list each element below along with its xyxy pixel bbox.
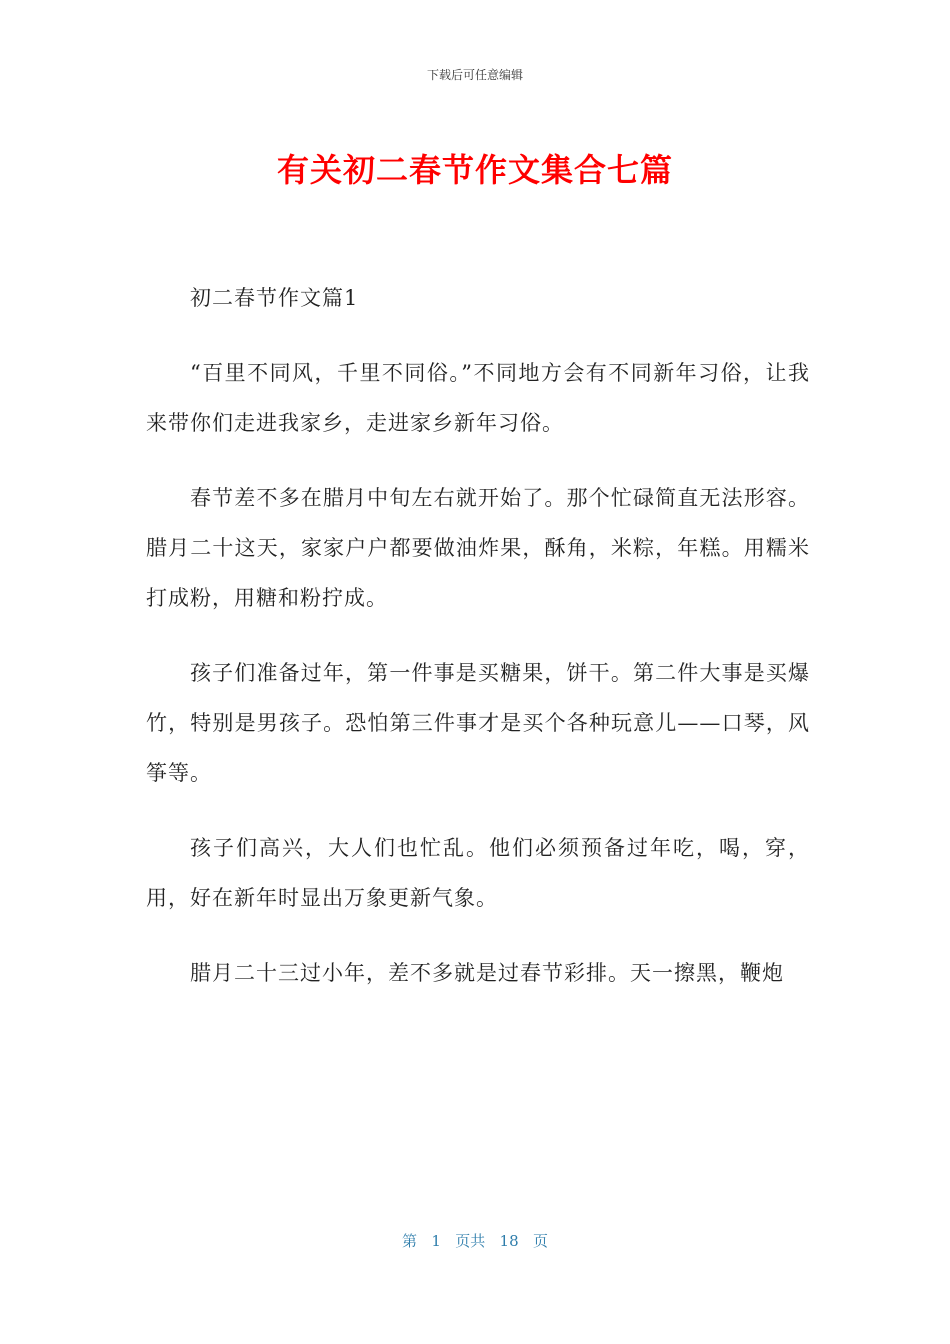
document-title: 有关初二春节作文集合七篇 — [276, 151, 673, 189]
paragraph: 腊月二十三过小年，差不多就是过春节彩排。天一擦黑，鞭炮 — [190, 961, 784, 985]
paragraph: 孩子们高兴，大人们也忙乱。他们必须预备过年吃，喝，穿，用，好在新年时显出万象更新气象。 — [146, 836, 810, 910]
footer-middle: 页共 — [455, 1232, 486, 1250]
footer-prefix: 第 — [402, 1232, 418, 1250]
header-note: 下载后可任意编辑 — [426, 68, 523, 82]
document-body — [146, 273, 810, 1023]
page-footer — [0, 1230, 950, 1251]
footer-page-number: 1 — [431, 1232, 441, 1250]
footer-suffix: 页 — [532, 1232, 548, 1250]
paragraph: 春节差不多在腊月中旬左右就开始了。那个忙碌简直无法形容。腊月二十这天，家家户户都要做油炸果，酥角，米粽，年糕。用糯米打成粉，用糖和粉拧成。 — [146, 486, 810, 610]
paragraph: “百里不同风，千里不同俗。”不同地方会有不同新年习俗，让我来带你们走进我家乡，走进家乡新年习俗。 — [146, 361, 810, 435]
paragraph: 孩子们准备过年，第一件事是买糖果，饼干。第二件大事是买爆竹，特别是男孩子。恐怕第三件事才是买个各种玩意儿——口琴，风筝等。 — [146, 661, 810, 785]
paragraph-heading: 初二春节作文篇1 — [190, 286, 359, 310]
footer-total-pages: 18 — [499, 1232, 519, 1250]
